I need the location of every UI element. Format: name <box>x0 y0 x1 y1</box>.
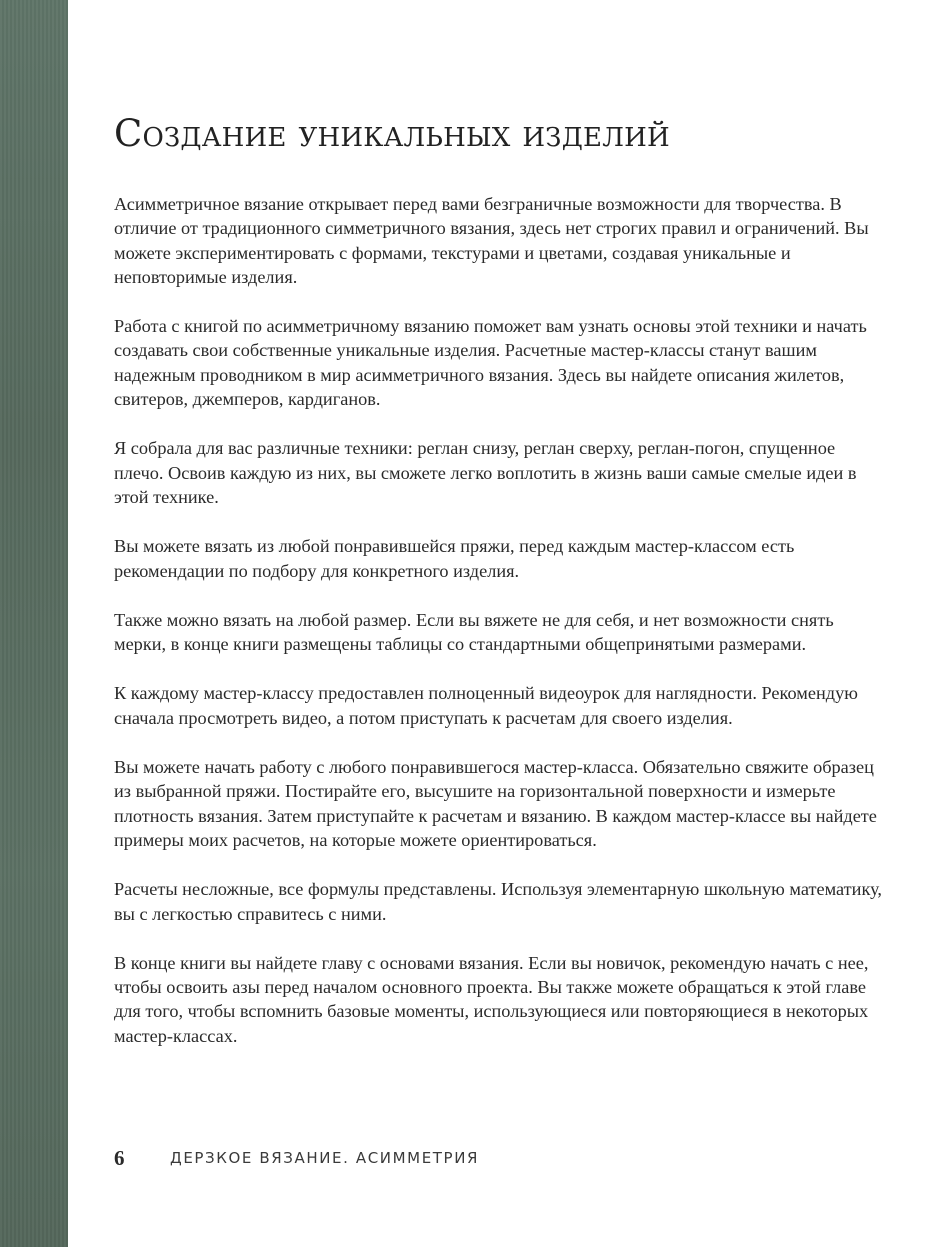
running-title: ДЕРЗКОЕ ВЯЗАНИЕ. АСИММЕТРИЯ <box>170 1149 480 1167</box>
paragraph: К каждому мастер-классу предоставлен полноценный видеоурок для наглядности. Рекомендую сначала просмотреть видео, а потом приступать к расчетам для своего изделия. <box>114 683 858 728</box>
page-footer <box>114 1144 479 1172</box>
body-text <box>114 192 884 1073</box>
paragraph: Асимметричное вязание открывает перед вами безграничные возможности для творчества. В отличие от традиционного симметричного вязания, здесь нет строгих правил и ограничений. Вы можете экспериментировать с формами, текстурами и цветами, создавая уникальные и неповторимые изделия. <box>114 194 869 287</box>
page-number: 6 <box>114 1145 125 1170</box>
paragraph: Расчеты несложные, все формулы представлены. Используя элементарную школьную математику, вы с легкостью справитесь с ними. <box>114 879 882 924</box>
decorative-side-strip <box>0 0 68 1247</box>
paragraph: Вы можете вязать из любой понравившейся пряжи, перед каждым мастер-классом есть рекомендации по подбору для конкретного изделия. <box>114 536 795 581</box>
page-title: Создание уникальных изделий <box>114 112 670 155</box>
paragraph: Работа с книгой по асимметричному вязанию поможет вам узнать основы этой техники и начать создавать свои собственные уникальные изделия. Расчетные мастер-классы станут вашим надежным проводником в мир асимметричного вязания. Здесь вы найдете описания жилетов, свитеров, джемперов, кардиганов. <box>114 316 867 410</box>
paragraph: Вы можете начать работу с любого понравившегося мастер-класса. Обязательно свяжите образец из выбранной пряжи. Постирайте его, высушите на горизонтальной поверхности и измерьте плотность вязания. Затем приступайте к расчетам и вязанию. В каждом мастер-классе вы найдете примеры моих расчетов, на которые можете ориентироваться. <box>114 757 877 850</box>
paragraph: Также можно вязать на любой размер. Если вы вяжете не для себя, и нет возможности снять мерки, в конце книги размещены таблицы со стандартными общепринятыми размерами. <box>114 609 834 655</box>
paragraph: В конце книги вы найдете главу с основами вязания. Если вы новичок, рекомендую начать с нее, чтобы освоить азы перед началом основного проекта. Вы также можете обращаться к этой главе для того, чтобы вспомнить базовые моменты, использующиеся или повторяющиеся в некоторых мастер-классах. <box>114 952 869 1046</box>
paragraph: Я собрала для вас различные техники: реглан снизу, реглан сверху, реглан-погон, спущенное плечо. Освоив каждую из них, вы сможете легко воплотить в жизнь ваши самые смелые идеи в этой технике. <box>114 438 857 507</box>
